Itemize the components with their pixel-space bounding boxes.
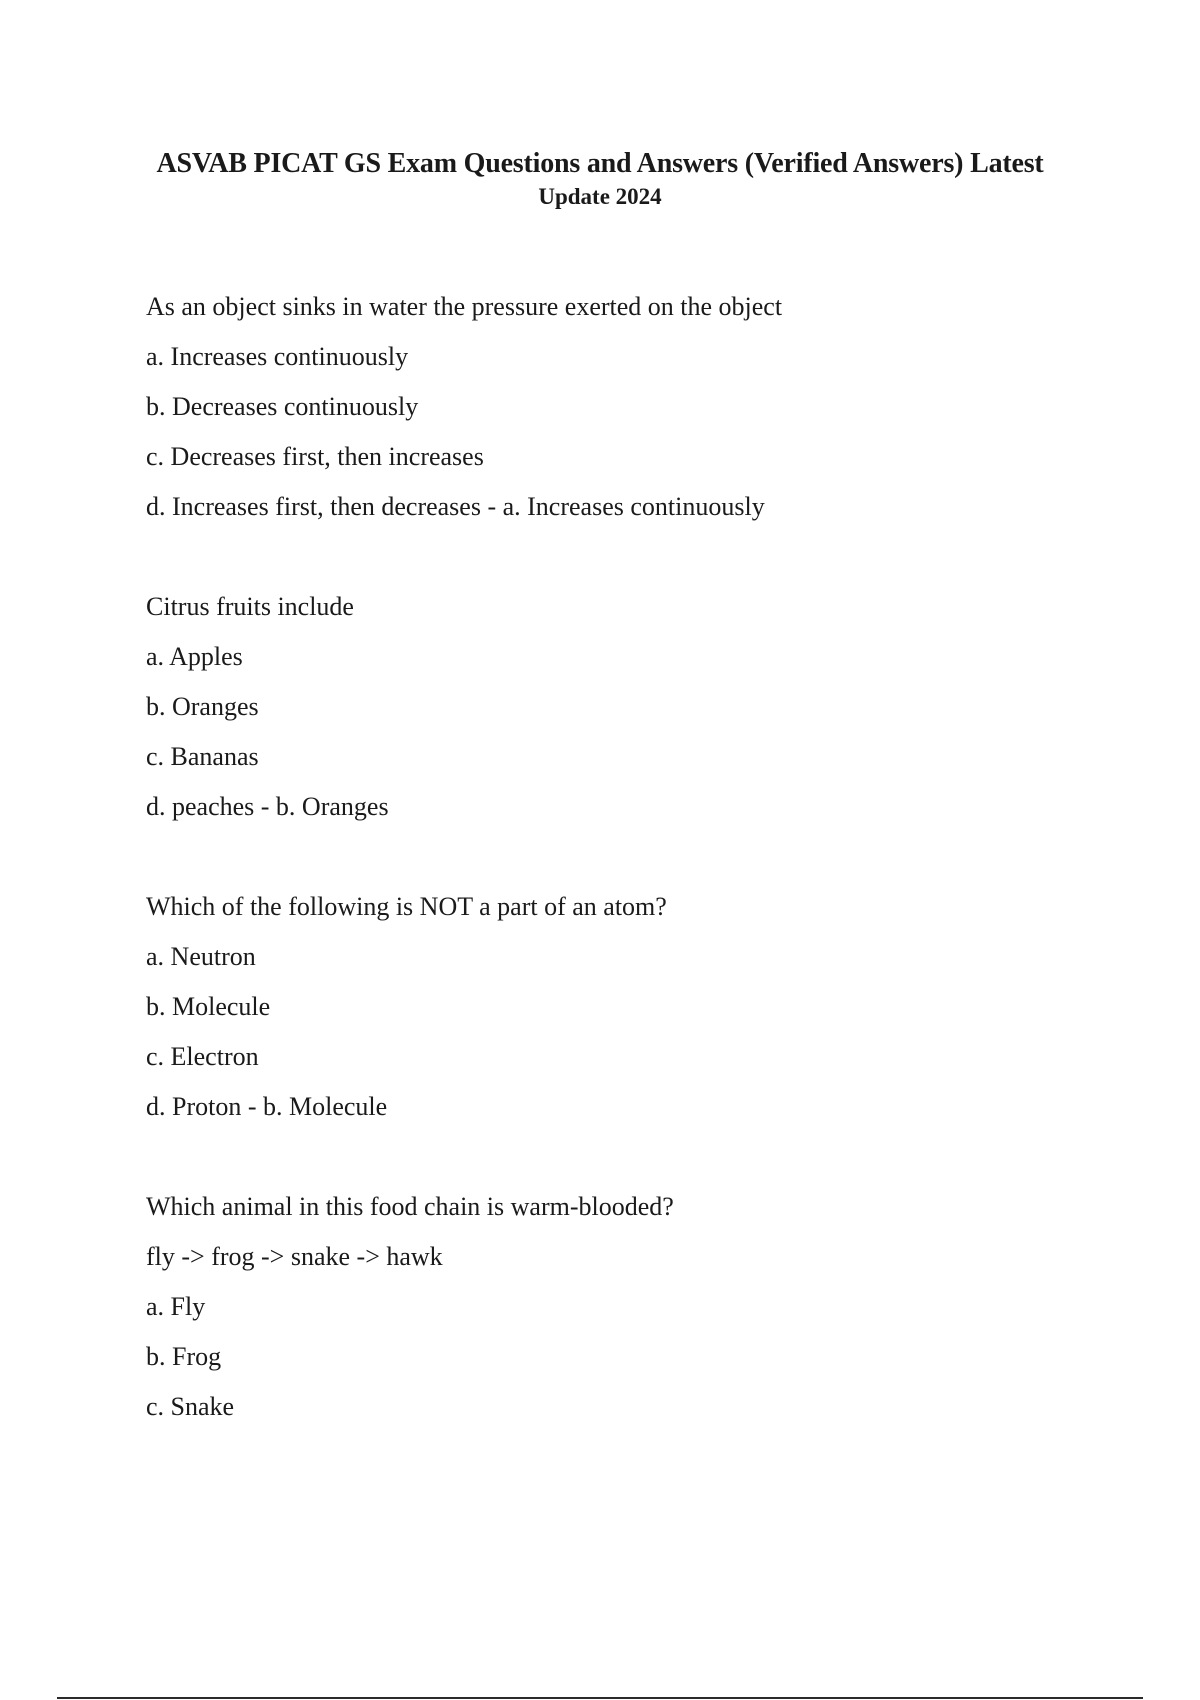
answer-option: a. Apples: [146, 642, 243, 671]
answer-option: b. Frog: [146, 1342, 222, 1371]
document-subtitle: Update 2024: [538, 184, 662, 209]
footer-divider: [57, 1697, 1143, 1699]
question-prompt: As an object sinks in water the pressure exerted on the object: [146, 292, 783, 321]
answer-option: a. Increases continuously: [146, 342, 409, 371]
answer-option: a. Fly: [146, 1292, 206, 1321]
question-prompt-extra: fly -> frog -> snake -> hawk: [146, 1242, 443, 1271]
question-2: [146, 582, 1106, 832]
question-1: [146, 282, 1106, 532]
document-header: [0, 146, 1200, 212]
document-title: ASVAB PICAT GS Exam Questions and Answers (Verified Answers) Latest: [156, 148, 1044, 179]
answer-option: a. Neutron: [146, 942, 256, 971]
answer-option: c. Decreases first, then increases: [146, 442, 484, 471]
question-list: [146, 282, 1106, 1482]
question-3: [146, 882, 1106, 1132]
answer-option: d. Proton - b. Molecule: [146, 1092, 388, 1121]
answer-option: c. Electron: [146, 1042, 259, 1071]
answer-option: c. Snake: [146, 1392, 235, 1421]
answer-option: d. peaches - b. Oranges: [146, 792, 389, 821]
answer-option: b. Oranges: [146, 692, 259, 721]
question-prompt: Which animal in this food chain is warm-blooded?: [146, 1192, 674, 1221]
answer-option: c. Bananas: [146, 742, 259, 771]
answer-option: d. Increases first, then decreases - a. Increases continuously: [146, 492, 765, 521]
question-4: [146, 1182, 1106, 1432]
answer-option: b. Molecule: [146, 992, 271, 1021]
question-prompt: Which of the following is NOT a part of an atom?: [146, 892, 667, 921]
question-prompt: Citrus fruits include: [146, 592, 354, 621]
answer-option: b. Decreases continuously: [146, 392, 419, 421]
